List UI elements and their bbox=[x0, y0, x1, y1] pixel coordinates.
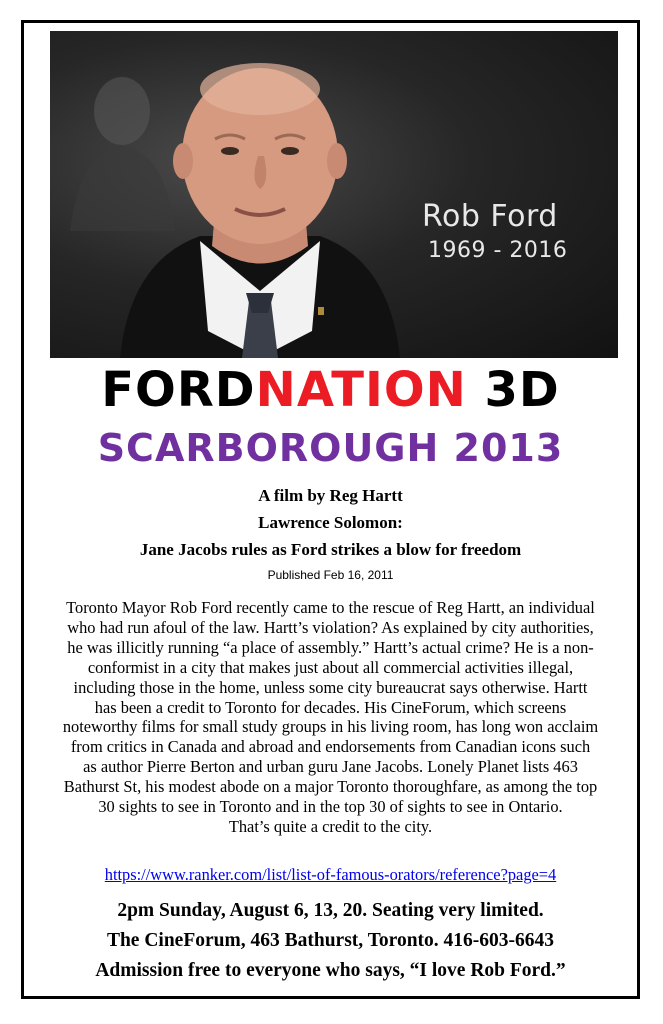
article-headline: Jane Jacobs rules as Ford strikes a blow for freedom bbox=[139, 540, 522, 559]
poster-title bbox=[24, 362, 637, 418]
ranker-link[interactable]: https://www.ranker.com/list/list-of-famous-orators/reference?page=4 bbox=[104, 865, 557, 884]
body-line: 30 sights to see in Toronto and in the top 30 of sights to see in Ontario. bbox=[98, 797, 563, 817]
article-author: Lawrence Solomon: bbox=[258, 513, 403, 532]
title-ford: FORD bbox=[101, 362, 256, 418]
byline: A film by Reg Hartt bbox=[258, 486, 403, 505]
body-line: conformist in a city that makes just about all commercial activities illegal, bbox=[87, 657, 574, 677]
published-date: Published Feb 16, 2011 bbox=[267, 568, 394, 582]
portrait-photo bbox=[50, 31, 618, 358]
body-line: Bathurst St, his modest abode on a major Toronto thoroughfare, as among the top bbox=[63, 777, 598, 797]
body-line: he was illicitly running “a place of assembly.” Hartt’s actual crime? He is a non- bbox=[67, 637, 594, 657]
body-line: including those in the home, unless some city bureaucrat says otherwise. Hartt bbox=[73, 677, 588, 697]
photo-caption-name: Rob Ford bbox=[422, 199, 558, 234]
body-line: That’s quite a credit to the city. bbox=[228, 816, 433, 836]
body-line: from critics in Canada and abroad and endorsements from Canadian icons such bbox=[70, 737, 591, 757]
title-3d: 3D bbox=[466, 362, 560, 418]
event-admission: Admission free to everyone who says, “I love Rob Ford.” bbox=[95, 960, 566, 981]
event-location: The CineForum, 463 Bathurst, Toronto. 416-603-6643 bbox=[106, 930, 555, 951]
poster-frame bbox=[21, 20, 640, 999]
body-line: noteworthy films for small study groups in his living room, has long won acclaim bbox=[62, 717, 599, 737]
poster-subtitle: SCARBOROUGH 2013 bbox=[97, 426, 564, 470]
body-line: has been a credit to Toronto for decades. His CineForum, which screens bbox=[94, 697, 567, 717]
body-line: Toronto Mayor Rob Ford recently came to the rescue of Reg Hartt, an individual bbox=[66, 598, 595, 617]
photo-caption-years: 1969 - 2016 bbox=[428, 238, 568, 263]
portrait-illustration bbox=[50, 31, 618, 358]
article-body bbox=[28, 598, 633, 837]
event-schedule: 2pm Sunday, August 6, 13, 20. Seating very limited. bbox=[117, 900, 544, 921]
title-nation: NATION bbox=[255, 362, 467, 418]
body-line: as author Pierre Berton and urban guru Jane Jacobs. Lonely Planet lists 463 bbox=[83, 757, 578, 777]
body-line: who had run afoul of the law. Hartt’s violation? As explained by city authorities, bbox=[67, 617, 594, 637]
